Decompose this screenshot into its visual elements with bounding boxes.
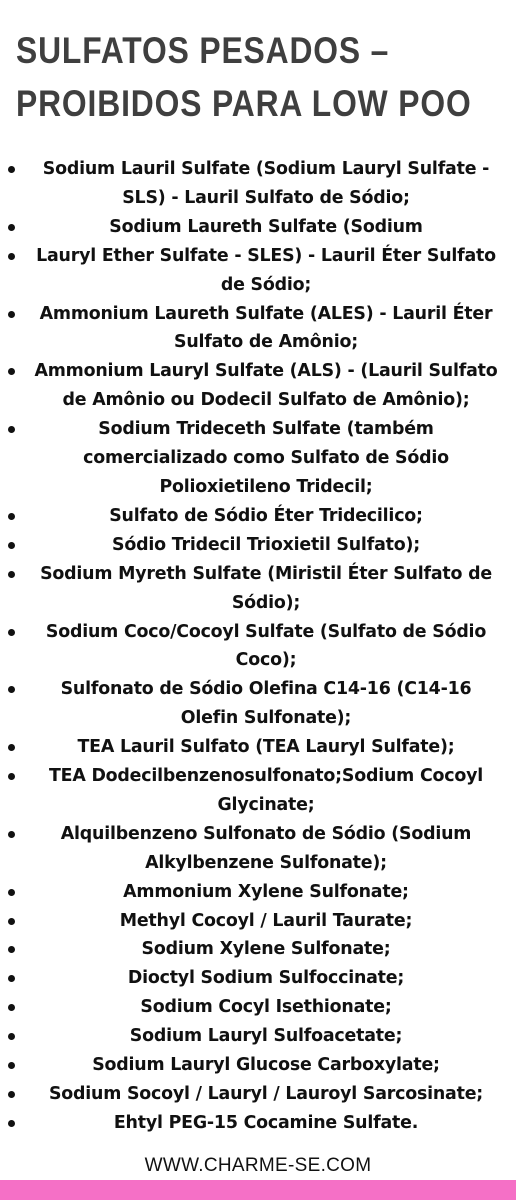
bullet-icon [8, 368, 15, 375]
sulfate-list [0, 155, 516, 1138]
list-item [0, 935, 516, 964]
list-item [0, 357, 516, 415]
bullet-icon [8, 1120, 15, 1127]
list-item [0, 531, 516, 560]
list-item-text: Sodium Cocyl Isethionate; [140, 997, 392, 1018]
list-item-text: Sodium Coco/Cocoyl Sulfate (Sulfato de Sódio Coco); [45, 621, 487, 671]
bullet-icon [8, 1062, 15, 1069]
list-item [0, 964, 516, 993]
bullet-icon [8, 513, 15, 520]
list-item-text: Ammonium Laureth Sulfate (ALES) - Lauril Éter Sulfato de Amônio; [39, 303, 493, 353]
bullet-icon [8, 542, 15, 549]
bullet-icon [8, 571, 15, 578]
list-item-text: Ammonium Lauryl Sulfate (ALS) - (Lauril Sulfato de Amônio ou Dodecil Sulfato de Amônio); [34, 361, 498, 411]
bullet-icon [8, 1091, 15, 1098]
bullet-icon [8, 918, 15, 925]
list-item [0, 618, 516, 676]
bullet-icon [8, 426, 15, 433]
page-title [16, 24, 472, 130]
list-item [0, 993, 516, 1022]
bullet-icon [8, 686, 15, 693]
list-item [0, 1051, 516, 1080]
bullet-icon [8, 224, 15, 231]
list-item [0, 1022, 516, 1051]
list-item [0, 1109, 516, 1138]
bullet-icon [8, 166, 15, 173]
bullet-icon [8, 744, 15, 751]
list-item [0, 300, 516, 358]
bullet-icon [8, 831, 15, 838]
bullet-icon [8, 1004, 15, 1011]
accent-bar [0, 1180, 516, 1200]
bullet-icon [8, 311, 15, 318]
list-item [0, 155, 516, 213]
website-url: WWW.CHARME-SE.COM [144, 1155, 372, 1176]
list-item-text: TEA Dodecilbenzenosulfonato;Sodium Cocoyl Glycinate; [48, 766, 484, 815]
list-item-text: Sulfato de Sódio Éter Tridecilico; [109, 505, 423, 526]
list-item [0, 820, 516, 878]
list-item-text: Alquilbenzeno Sulfonato de Sódio (Sodium Alkylbenzene Sulfonate); [60, 823, 472, 873]
list-item [0, 213, 516, 242]
list-item [0, 733, 516, 762]
list-item-text: Sulfonato de Sódio Olefina C14-16 (C14-16 Olefin Sulfonate); [60, 679, 472, 729]
list-item-text: Ehtyl PEG-15 Cocamine Sulfate. [113, 1112, 419, 1133]
bullet-icon [8, 946, 15, 953]
list-item-text: Sodium Trideceth Sulfate (também comercializado como Sulfato de Sódio Polioxietileno Tridecil; [83, 419, 449, 497]
list-item-text: Sodium Lauryl Glucose Carboxylate; [92, 1055, 440, 1076]
bullet-icon [8, 889, 15, 896]
list-item-text: Sódio Tridecil Trioxietil Sulfato); [112, 534, 420, 555]
list-item-text: Methyl Cocoyl / Lauril Taurate; [119, 910, 413, 931]
list-item [0, 907, 516, 936]
list-item-text: Sodium Laureth Sulfate (Sodium [109, 216, 423, 237]
title-line-1: SULFATOS PESADOS – [16, 30, 390, 71]
list-item-text: Sodium Lauryl Sulfoacetate; [129, 1026, 403, 1047]
list-item [0, 415, 516, 502]
list-item-text: Sodium Socoyl / Lauryl / Lauroyl Sarcosinate; [48, 1084, 484, 1104]
list-item-text: Sodium Lauril Sulfate (Sodium Lauryl Sulfate - SLS) - Lauril Sulfato de Sódio; [42, 159, 490, 208]
list-item-text: TEA Lauril Sulfato (TEA Lauryl Sulfate); [77, 737, 455, 758]
list-item [0, 675, 516, 733]
list-item [0, 878, 516, 907]
list-item-text: Sodium Myreth Sulfate (Miristil Éter Sulfato de Sódio); [40, 563, 492, 613]
bullet-icon [8, 253, 15, 260]
bullet-icon [8, 1033, 15, 1040]
list-item [0, 560, 516, 618]
bullet-icon [8, 629, 15, 636]
list-item [0, 762, 516, 820]
list-item-text: Dioctyl Sodium Sulfoccinate; [127, 968, 405, 989]
bullet-icon [8, 773, 15, 780]
list-item [0, 242, 516, 300]
list-item-text: Lauryl Ether Sulfate - SLES) - Lauril Éter Sulfato de Sódio; [36, 245, 496, 295]
list-item-text: Sodium Xylene Sulfonate; [141, 939, 391, 960]
list-item [0, 1080, 516, 1109]
title-line-2: PROIBIDOS PARA LOW POO [16, 83, 472, 124]
bullet-icon [8, 975, 15, 982]
list-item [0, 502, 516, 531]
list-item-text: Ammonium Xylene Sulfonate; [123, 881, 409, 902]
